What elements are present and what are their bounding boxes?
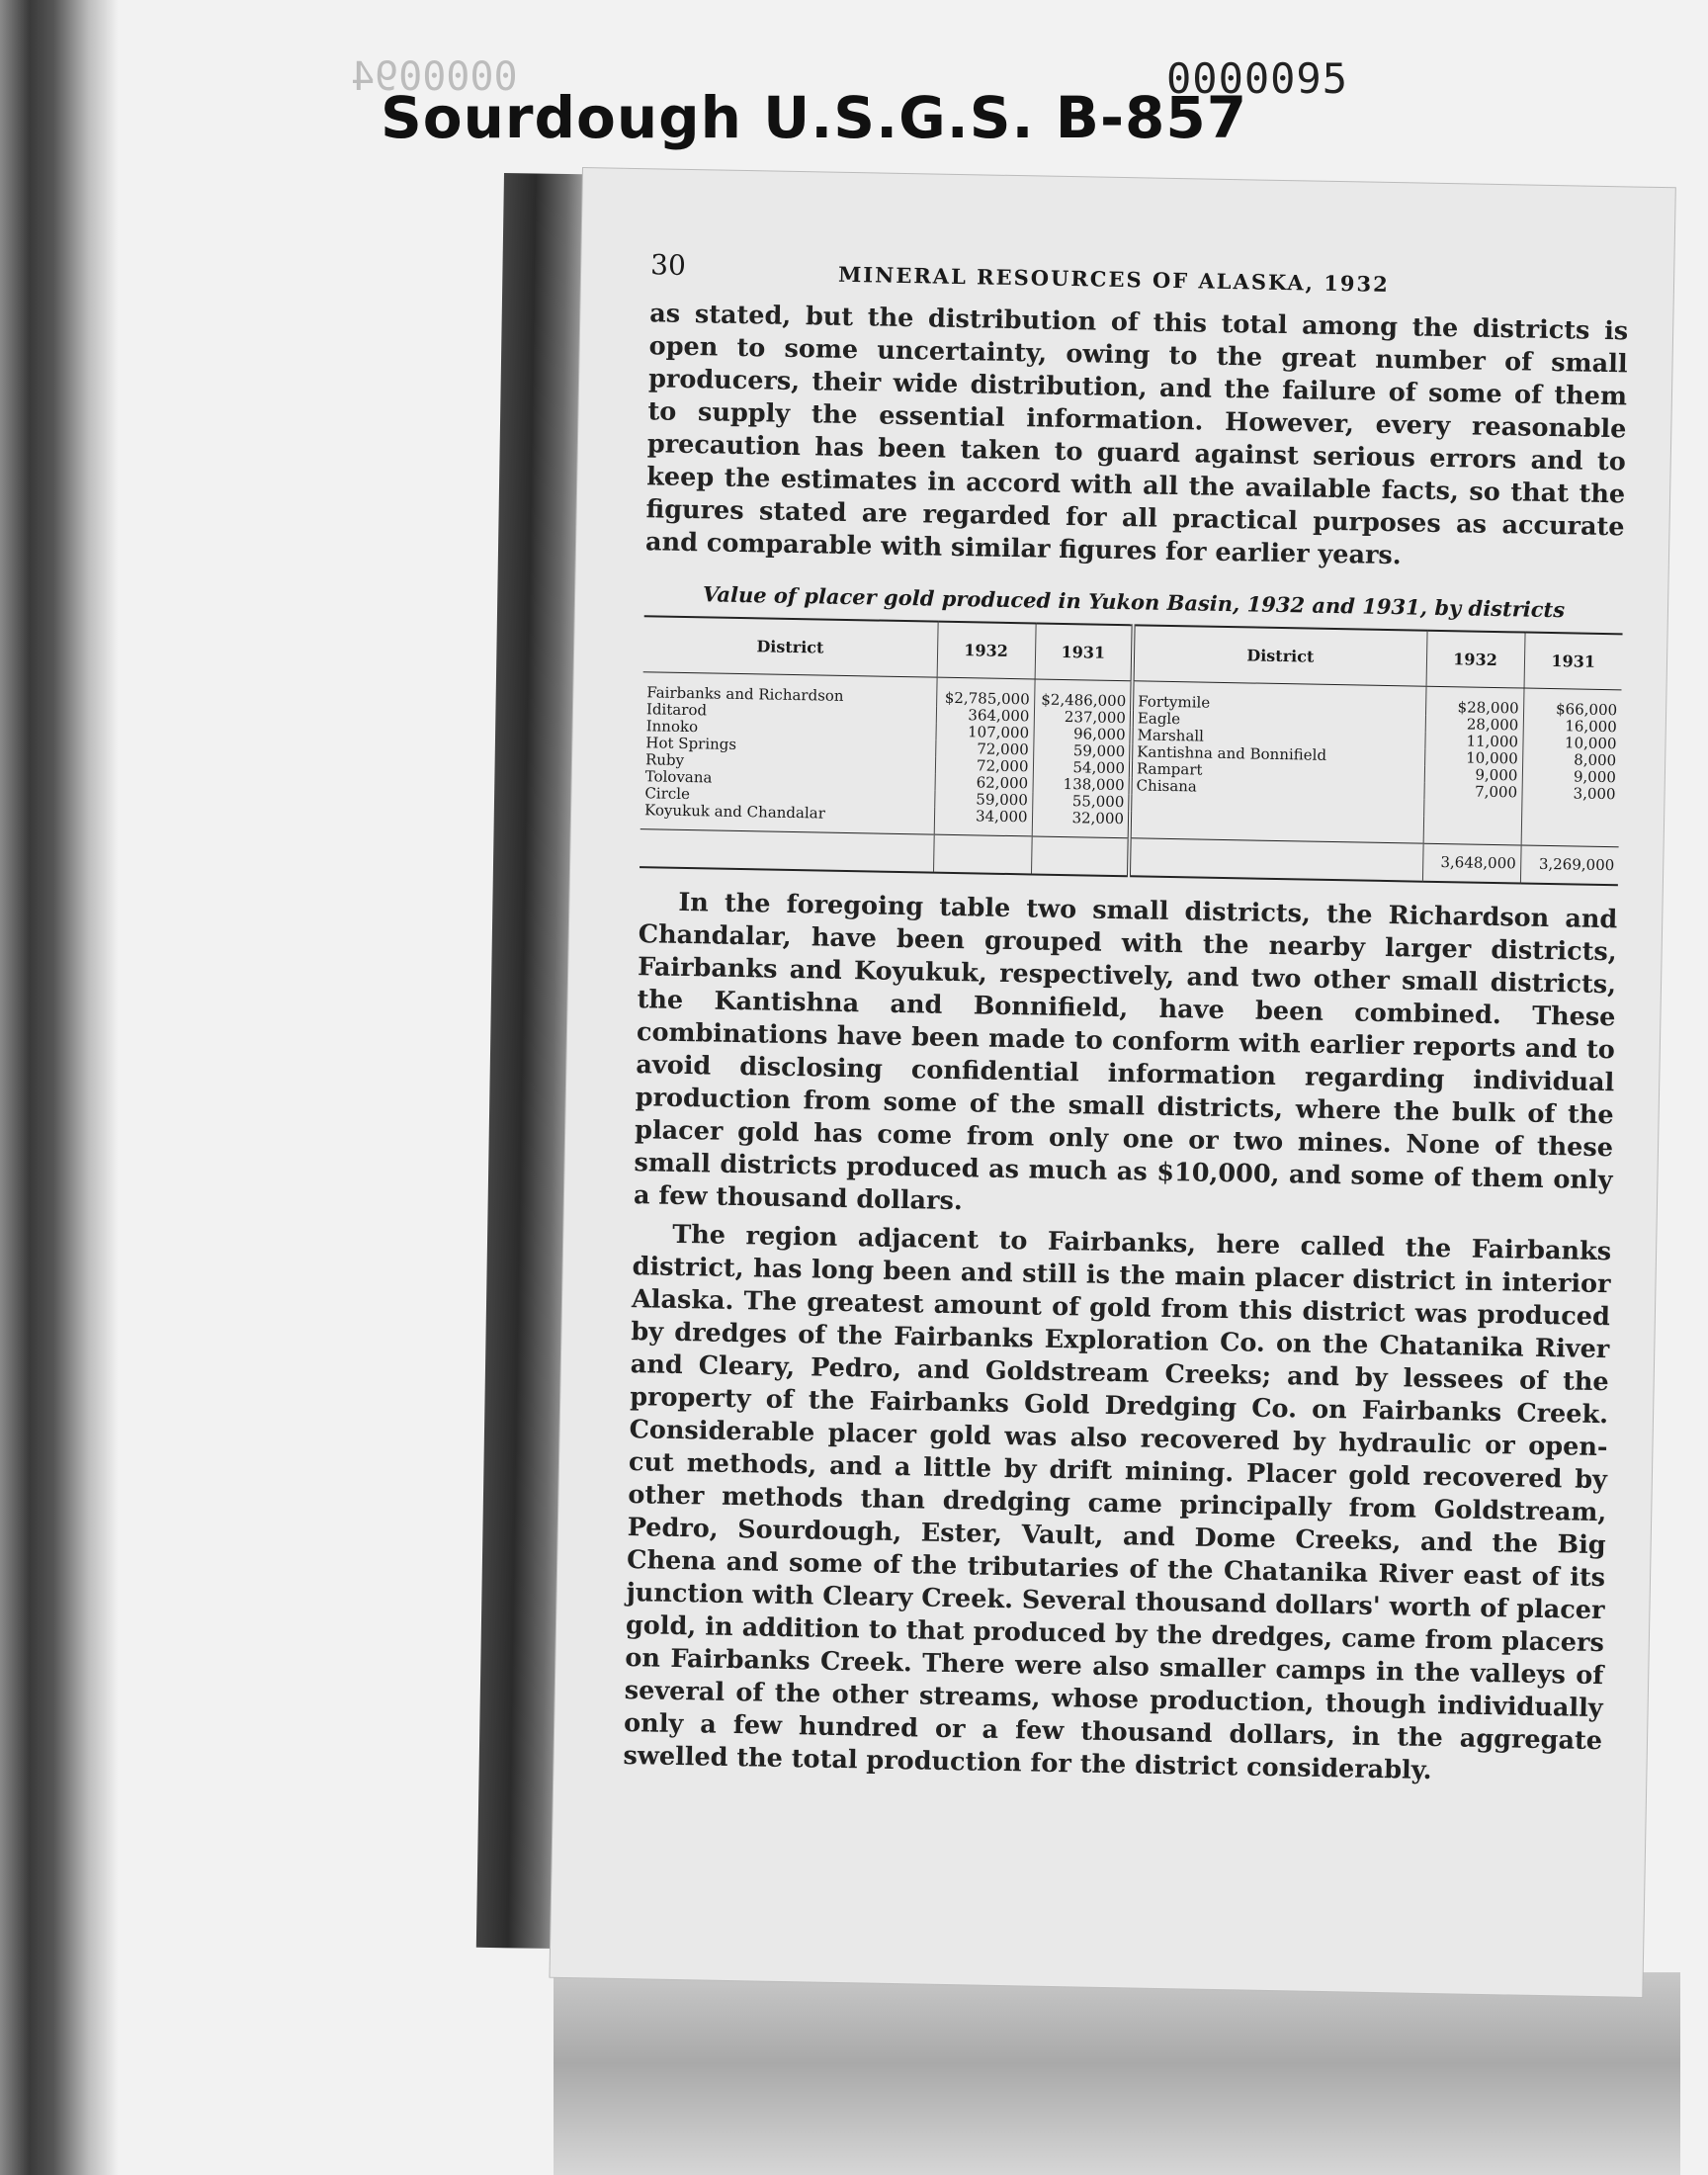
district-cell: Chisana [1130, 777, 1423, 799]
value-1931-cell: 59,000 [1033, 741, 1131, 760]
total-1932-cell: 3,648,000 [1422, 843, 1521, 883]
paragraph-2: In the foregoing table two small districts, the Richardson and Chandalar, have been grouped with the nearby larger districts, Fairbanks and Koyukuk, respectively, and two other small districts, the Kantishna and Bonnifield, have been combined. These combinations have been made to conform with earlier reports and to avoid disclosing confidential information regarding individual production from some of the small districts, where the bulk of the placer gold has come from only one or two mines. None of these small districts produced as much as $10,000, and some of them only a few thousand dollars. [633, 887, 1618, 1217]
placer-gold-table [640, 615, 1623, 886]
value-1931-cell: 237,000 [1034, 708, 1132, 727]
value-1932-cell: 364,000 [936, 707, 1034, 726]
header-1931-right: 1931 [1524, 633, 1623, 690]
value-1932-cell: $2,785,000 [936, 677, 1035, 708]
table-caption: Value of placer gold produced in Yukon Basin, 1932 and 1931, by districts [702, 581, 1566, 623]
district-cell: Koyukuk and Chandalar [643, 801, 825, 823]
handwritten-label: Sourdough U.S.G.S. B-857 [381, 84, 1248, 151]
district-cell: Rampart [1131, 760, 1424, 782]
value-1932-cell: 10,000 [1424, 749, 1522, 768]
book-page [550, 168, 1674, 1997]
header-district-left: District [643, 616, 938, 677]
district-cell: Circle [644, 784, 691, 804]
value-1932-cell: 34,000 [934, 808, 1032, 836]
header-1932-left: 1932 [937, 622, 1036, 679]
value-1931-cell: 16,000 [1523, 718, 1621, 737]
value-1931-cell: 9,000 [1522, 768, 1620, 787]
paragraph-3: The region adjacent to Fairbanks, here called the Fairbanks district, has long been and still is the main placer district in interior Alaska. The greatest amount of gold from this district was produced by dredges of the Fairbanks Exploration Co. on the Chatanika River and Cleary, Pedro, and Goldstream Creeks; and by lessees of the property of the Fairbanks Gold Dredging Co. on Fairbanks Creek. Considerable placer gold was also recovered by hydraulic or open-cut methods, and a little by drift mining. Placer gold recovered by other methods than dredging came principally from Goldstream, Pedro, Sourdough, Ester, Vault, and Dome Creeks, and the Big Chena and some of the tributaries of the Chatanika River east of its junction with Cleary Creek. Several thousand dollars' worth of placer gold, in addition to that produced by the dredges, came from placers on Fairbanks Creek. There were also smaller camps in the valleys of several of the other streams, whose production, though individually only a few hundred or a few thousand dollars, in the aggregate swelled the total production for the district considerably. [623, 1219, 1612, 1786]
value-1931-cell [1521, 802, 1619, 821]
value-1932-cell: $28,000 [1425, 686, 1524, 717]
blank-cell [640, 829, 934, 873]
value-1932-cell: 9,000 [1424, 766, 1522, 785]
value-1932-cell [1423, 817, 1521, 845]
scan-shadow-edge [0, 0, 119, 2175]
district-cell: Marshall [1131, 727, 1424, 748]
value-1932-cell: 59,000 [934, 791, 1032, 810]
blank-cell [1129, 838, 1423, 882]
blank-cell [933, 834, 1032, 874]
value-1931-cell: $66,000 [1523, 688, 1622, 719]
page-content [623, 248, 1629, 1790]
value-1932-cell: 107,000 [935, 724, 1033, 742]
value-1931-cell: 3,000 [1521, 785, 1619, 804]
value-1931-cell: 138,000 [1033, 775, 1131, 794]
header-1932-right: 1932 [1426, 631, 1525, 688]
scan-bottom-shadow [554, 1972, 1680, 2175]
value-1932-cell: 28,000 [1425, 716, 1523, 735]
district-cell: Hot Springs [645, 734, 737, 753]
district-cell: Tolovana [644, 767, 713, 787]
district-cell: Innoko [645, 717, 699, 737]
total-1931-cell: 3,269,000 [1520, 845, 1619, 885]
value-1931-cell: 10,000 [1522, 735, 1620, 753]
value-1932-cell: 72,000 [935, 740, 1033, 759]
header-district-right: District [1133, 625, 1427, 686]
value-1931-cell: 55,000 [1032, 792, 1130, 811]
value-1932-cell: 62,000 [935, 774, 1033, 793]
page-number: 30 [649, 248, 687, 282]
district-cell: Eagle [1132, 710, 1425, 732]
value-1932-cell [1423, 800, 1521, 819]
value-1931-cell: $2,486,000 [1034, 679, 1133, 710]
value-1931-cell: 54,000 [1033, 758, 1131, 777]
value-1931-cell: 96,000 [1033, 725, 1131, 743]
value-1932-cell: 72,000 [935, 757, 1033, 776]
district-cell: Fortymile [1132, 681, 1425, 716]
header-1931-left: 1931 [1035, 623, 1134, 680]
stamp-number: 0000095 [1166, 54, 1349, 103]
value-1931-cell: 8,000 [1522, 751, 1620, 770]
ghost-stamp-number: 0000094 [351, 54, 518, 100]
value-1931-cell: 32,000 [1032, 809, 1130, 837]
district-cell: Iditarod [645, 700, 708, 720]
value-1932-cell: 7,000 [1423, 783, 1521, 802]
district-cell: Ruby [644, 750, 685, 769]
blank-cell [1031, 836, 1130, 876]
value-1931-cell [1521, 819, 1619, 847]
district-cell: Kantishna and Bonnifield [1131, 743, 1424, 765]
paragraph-1: as stated, but the distribution of this total among the districts is open to some uncertainty, owing to the great number of small producers, their wide distribution, and the failure of some of them to supply the essential information. However, every reasonable precaution has been taken to guard against serious errors and to keep the estimates in accord with all the available facts, so that the figures stated are regarded for all practical purposes as accurate and comparable with similar figures for earlier years. [644, 299, 1629, 571]
running-head: MINERAL RESOURCES OF ALASKA, 1932 [837, 261, 1390, 297]
value-1932-cell: 11,000 [1424, 733, 1522, 751]
district-cell: Fairbanks and Richardson [646, 683, 844, 705]
